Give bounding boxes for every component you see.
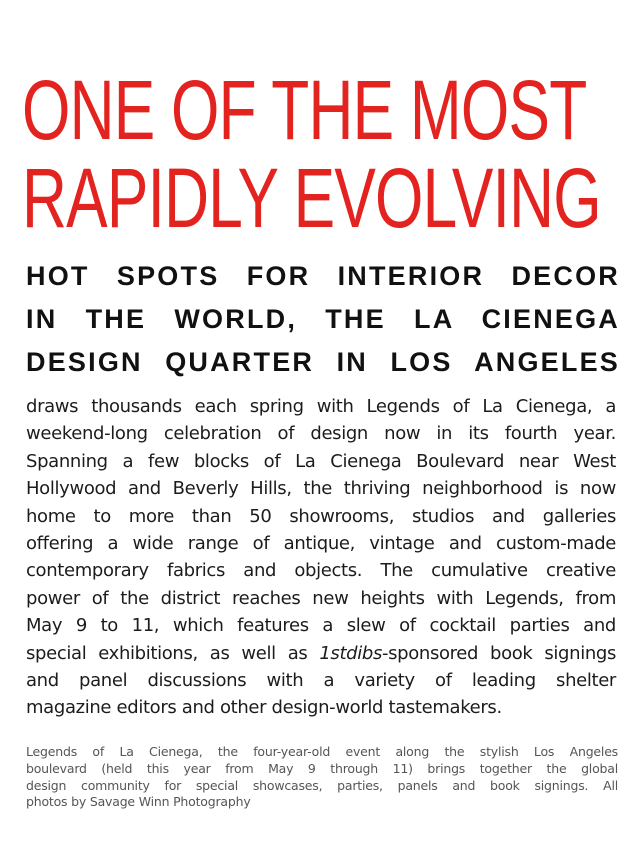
body-line-2: weekend-long celebration of design now in its fourth year. (26, 423, 616, 445)
caption-line-4: photos by Savage Winn Photography (26, 794, 251, 810)
body-line-6: offering a wide range of antique, vintage and custom-made (26, 533, 616, 555)
caption-line-2: boulevard (held this year from May 9 through 11) brings together the global (26, 760, 618, 776)
headline-line-2: RAPIDLY EVOLVING (22, 151, 601, 245)
body-line-10-head: special exhibitions, as well as (26, 642, 320, 664)
headline (22, 63, 601, 245)
body-line-4: Hollywood and Beverly Hills, the thriving neighborhood is now (26, 478, 616, 500)
body-line-10-tail: -sponsored book signings (381, 642, 617, 664)
body-line-8: power of the district reaches new heights with Legends, from (26, 587, 616, 609)
body-line-3: Spanning a few blocks of La Cienega Boulevard near West (26, 450, 616, 472)
body-line-5: home to more than 50 showrooms, studios and galleries (26, 505, 616, 527)
body-line-9: May 9 to 11, which features a slew of cocktail parties and (26, 615, 616, 637)
body-line-12: magazine editors and other design-world tastemakers. (26, 697, 502, 719)
subheadline-line-1: HOT SPOTS FOR INTERIOR DECOR (26, 261, 620, 291)
subheadline-line-2: IN THE WORLD, THE LA CIENEGA (26, 304, 620, 334)
caption-line-3: design community for special showcases, parties, panels and book signings. All (26, 777, 618, 793)
body-line-7: contemporary fabrics and objects. The cumulative creative (26, 560, 616, 582)
subheadline-line-3: DESIGN QUARTER IN LOS ANGELES (26, 347, 620, 377)
photo-caption (26, 744, 618, 811)
caption-line-1: Legends of La Cienega, the four-year-old event along the stylish Los Angeles (26, 744, 618, 759)
headline-line-1: ONE OF THE MOST (22, 63, 587, 157)
body-line-11: and panel discussions with a variety of leading shelter (26, 670, 616, 692)
article-body (26, 393, 616, 722)
subheadline (26, 255, 620, 384)
body-line-1: draws thousands each spring with Legends of La Cienega, a (26, 396, 616, 417)
body-line-10 (26, 640, 616, 667)
publication-name: 1stdibs (319, 642, 382, 664)
